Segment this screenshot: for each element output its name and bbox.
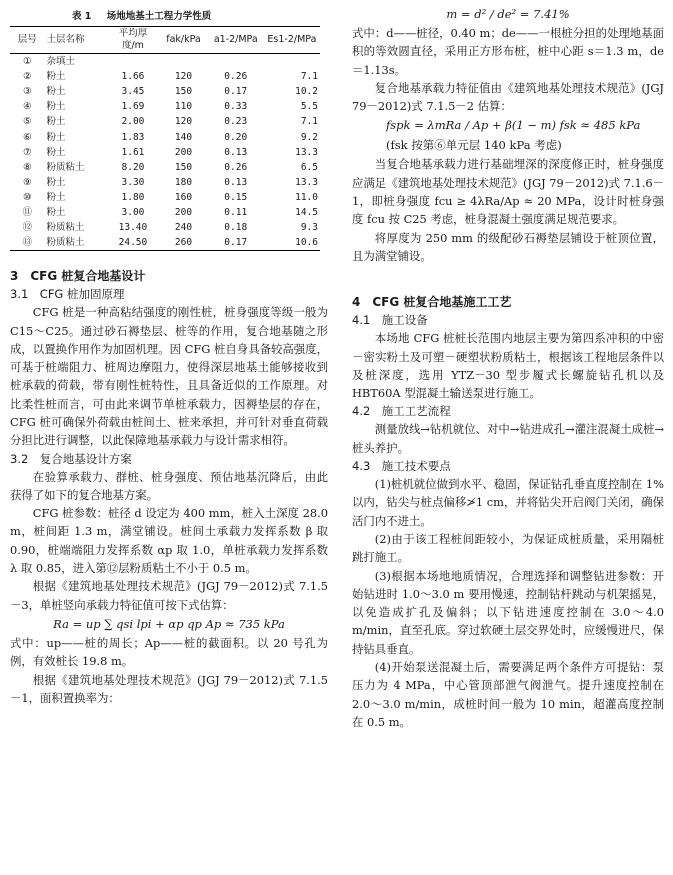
- paragraph: (4)开始泵送混凝土后，需要满足两个条件方可提钻：泵压力为 4 MPa，中心管顶部泄气阀泄气。提升速度控制在 2.0～3.0 m/min，成桩时间一般为 10 min，超灌高度控制在 0.5 m。: [352, 660, 664, 729]
- table-row: [10, 54, 320, 70]
- table-cell: ⑨: [23, 176, 32, 188]
- paragraph: 在验算承载力、群桩、桩身强度、预估地基沉降后，由此获得了如下的复合地基方案。: [10, 469, 328, 502]
- section-4-1-heading: 4.1 施工设备: [352, 313, 428, 328]
- table-cell: 粉土: [46, 101, 66, 113]
- table-cell: 0.20: [224, 131, 248, 143]
- equation: fspk = λmRa / Ap + β(1 − m) fsk ≈ 485 kPa: [386, 118, 641, 133]
- table-row: [10, 235, 320, 251]
- table-cell: 粉质粘土: [46, 161, 85, 173]
- table-cell: ①: [23, 56, 32, 68]
- soil-properties-table: [10, 26, 320, 251]
- table-cell: ②: [23, 71, 32, 83]
- table-cell: 粉土: [46, 206, 66, 218]
- table-cell: 0.26: [224, 161, 248, 173]
- paragraph: (1)桩机就位做到水平、稳固，保证钻孔垂直度控制在 1%以内，钻尖与桩点偏移≯1 cm，并将钻尖开启阀门关闭，确保活门内不进土。: [352, 477, 664, 528]
- table-cell: 粉质粘土: [46, 222, 85, 234]
- paragraph: (3)根据本场地地质情况，合理选择和调整钻进参数：开始钻进时 1.0～3.0 m 要用慢速，控制钻杆跳动与机架摇晃，以免造成扩孔及偏斜；以下钻进速度控制在 3.0～4.0 m/min，直至孔底。穿过软硬土层交界处时，应缓慢进尺，保持钻具垂直。: [352, 568, 664, 656]
- table-cell: 0.13: [224, 146, 248, 158]
- paragraph: 测量放线→钻机就位、对中→钻进成孔→灌注混凝土成桩→桩头养护。: [352, 422, 664, 455]
- table-caption: [10, 8, 328, 22]
- table-cell: 150: [174, 161, 193, 173]
- equation: m = d² / de² = 7.41%: [446, 7, 570, 21]
- col-header: 土层名称: [45, 27, 107, 54]
- table-cell: ⑪: [22, 206, 33, 218]
- table-cell: 10.6: [264, 235, 320, 251]
- table-cell: [264, 54, 320, 70]
- table-cell: 0.17: [208, 235, 264, 251]
- table-cell: ③: [23, 86, 32, 98]
- table-row: [10, 99, 320, 114]
- table-cell: 1.66: [121, 71, 145, 83]
- col-header: fak/kPa: [159, 27, 207, 54]
- table-cell: ④: [23, 101, 32, 113]
- table-cell: 0.33: [224, 101, 248, 113]
- table-cell: 1.80: [121, 191, 145, 203]
- right-column: [352, 0, 664, 731]
- table-cell: ⑬: [10, 235, 45, 251]
- table-row: [10, 205, 320, 220]
- table-cell: 粉质粘土: [45, 235, 107, 251]
- table-cell: 7.1: [300, 71, 318, 83]
- col-header: 层号: [10, 27, 45, 54]
- table-cell: 24.50: [107, 235, 160, 251]
- table-cell: ⑥: [23, 131, 32, 143]
- section-4-3-heading: 4.3 施工技术要点: [352, 459, 451, 474]
- table-cell: 120: [174, 116, 193, 128]
- table-cell: 13.40: [118, 222, 148, 234]
- equation: Ra = up ∑ qsi lpi + αp qp Ap ≈ 735 kPa: [53, 616, 285, 631]
- table-number: 表 1: [72, 11, 92, 22]
- table-cell: 11.0: [295, 191, 318, 203]
- table-cell: 1.69: [121, 101, 145, 113]
- table-cell: 1.83: [121, 131, 145, 143]
- paragraph: 本场地 CFG 桩桩长范围内地层主要为第四系冲积的中密－密实粉土及可塑－硬塑状粉质粘土，根据该工程地层条件以及桩深度，选用 YTZ－30 型步履式长螺旋钻孔机以及 HBT60A 型混凝土输送泵进行施工。: [352, 331, 664, 401]
- table-cell: 110: [174, 101, 193, 113]
- table-row: [10, 190, 320, 205]
- section-3-heading: 3 CFG 桩复合地基设计: [10, 269, 146, 284]
- table-cell: 粉土: [46, 116, 66, 128]
- table-cell: 0.15: [224, 191, 248, 203]
- table-cell: 9.3: [300, 222, 318, 234]
- paragraph: (2)由于该工程桩间距较小，为保证成桩质量，采用隔桩跳打施工。: [352, 531, 664, 565]
- table-cell: 10.2: [295, 86, 318, 98]
- paragraph: 当复合地基承载力进行基础埋深的深度修正时，桩身强度应满足《建筑地基处理技术规范》(JGJ 79－2012)式 7.1.6－1，即桩身强度 fcu ≥ 4λRa/Ap ≈ 20 MPa，设计时桩身强度 fcu 按 C25 考虑，桩身混凝土强度满足规范要求。: [352, 157, 664, 227]
- table-cell: 0.17: [224, 86, 248, 98]
- table-cell: 3.00: [121, 206, 145, 218]
- section-4-heading: 4 CFG 桩复合地基施工工艺: [352, 295, 512, 310]
- paragraph: 式中：d——桩径，0.40 m；de——一根桩分担的处理地基面积的等效圆直径，采用正方形布桩，桩中心距 s＝1.3 m，de＝1.13s。: [352, 26, 664, 77]
- paragraph: 将厚度为 250 mm 的级配砂石褥垫层铺设于桩顶位置，且为满堂铺设。: [352, 230, 664, 263]
- table-cell: ⑧: [23, 161, 32, 173]
- paragraph: CFG 桩参数：桩径 d 设定为 400 mm，桩入土深度 28.0 m，桩间距 1.3 m，满堂铺设。桩间土承载力发挥系数 β 取 0.90，桩端端阻力发挥系数 αp 取 1.0，单桩承载力发挥系数 λ 取 0.85，进入第⑫层粉质粘土不小于 0.5 m。: [10, 506, 328, 576]
- table-cell: 粉土: [46, 176, 66, 188]
- table-cell: 杂填土: [46, 56, 76, 68]
- table-cell: [208, 54, 264, 70]
- table-cell: ⑤: [23, 116, 32, 128]
- table-cell: 180: [174, 176, 193, 188]
- left-column: [10, 0, 328, 707]
- table-cell: 粉土: [46, 131, 66, 143]
- table-row: [10, 160, 320, 175]
- table-cell: 0.13: [224, 176, 248, 188]
- table-row: [10, 145, 320, 160]
- table-cell: 160: [174, 191, 193, 203]
- table-cell: 200: [174, 146, 193, 158]
- paragraph: 根据《建筑地基处理技术规范》(JGJ 79－2012)式 7.1.5－1，面积置换率为：: [10, 672, 328, 705]
- table-cell: 粉土: [46, 71, 66, 83]
- table-cell: 7.1: [300, 116, 318, 128]
- table-cell: 14.5: [295, 206, 318, 218]
- table-cell: 1.61: [121, 146, 145, 158]
- table-cell: [159, 54, 207, 70]
- section-4-2-heading: 4.2 施工工艺流程: [352, 404, 451, 419]
- section-3-1-heading: 3.1 CFG 桩加固原理: [10, 287, 125, 302]
- table-cell: [107, 54, 160, 70]
- col-header: a1-2/MPa: [208, 27, 264, 54]
- table-cell: 120: [174, 71, 193, 83]
- table-cell: 9.2: [300, 131, 318, 143]
- table-title: 场地地基土工程力学性质: [106, 11, 212, 22]
- table-cell: ⑩: [23, 191, 32, 203]
- col-header: Es1-2/MPa: [264, 27, 320, 54]
- table-cell: 6.5: [300, 161, 318, 173]
- paragraph: CFG 桩是一种高粘结强度的刚性桩，桩身强度等级一般为 C15～C25。通过砂石褥垫层、桩等的作用，复合地基随之形成，以置换作用作为加固机理。因 CFG 桩自身具备较高强度，可基于桩端阻力、桩周边摩阻力，使得深层地基土能够接收到桩承载的荷载，带有刚性桩特性，且具备近似的工作原理。对比柔性桩而言，可由此来调节单桩承载力，因褥垫层的存在，CFG 桩可确保外荷载由桩间土、桩来承担，并可针对垂直荷载分担比进行调整，以此保障地基承载力与设计需求相符。: [10, 305, 328, 448]
- section-3-2-heading: 3.2 复合地基设计方案: [10, 451, 132, 466]
- table-cell: 3.45: [121, 86, 145, 98]
- paragraph: 根据《建筑地基处理技术规范》(JGJ 79－2012)式 7.1.5－3，单桩竖向承载力特征值可按下式估算：: [10, 579, 328, 612]
- table-row: [10, 129, 320, 144]
- table-row: [10, 175, 320, 190]
- table-header-row: [10, 27, 320, 54]
- table-cell: 260: [159, 235, 207, 251]
- table-cell: 5.5: [300, 101, 318, 113]
- table-row: [10, 84, 320, 99]
- table-cell: 粉土: [46, 146, 66, 158]
- table-cell: 粉土: [46, 86, 66, 98]
- table-cell: 2.00: [121, 116, 145, 128]
- col-header: 平均厚度/m: [107, 27, 160, 54]
- equation-note: (fsk 按第⑥单元层 140 kPa 考虑): [386, 138, 562, 153]
- table-cell: 3.30: [121, 176, 145, 188]
- table-cell: 0.18: [224, 222, 248, 234]
- table-row: [10, 220, 320, 235]
- table-cell: 240: [174, 222, 193, 234]
- table-cell: ⑦: [23, 146, 32, 158]
- table-row: [10, 69, 320, 84]
- table-cell: 13.3: [295, 176, 318, 188]
- table-cell: 200: [174, 206, 193, 218]
- table-cell: 150: [174, 86, 193, 98]
- paragraph: 复合地基承载力特征值由《建筑地基处理技术规范》(JGJ 79－2012)式 7.1.5－2 估算：: [352, 80, 664, 114]
- table-cell: 140: [174, 131, 193, 143]
- paragraph: 式中：up——桩的周长；Ap——桩的截面积。以 20 号孔为例，有效桩长 19.8 m。: [10, 635, 328, 669]
- table-row: [10, 114, 320, 129]
- table-cell: 0.11: [224, 206, 248, 218]
- table-body: [10, 54, 320, 251]
- table-cell: 粉土: [46, 191, 66, 203]
- table-cell: 0.26: [224, 71, 248, 83]
- table-cell: 13.3: [295, 146, 318, 158]
- table-cell: ⑫: [22, 222, 33, 234]
- table-cell: 8.20: [121, 161, 145, 173]
- table-cell: 0.23: [224, 116, 248, 128]
